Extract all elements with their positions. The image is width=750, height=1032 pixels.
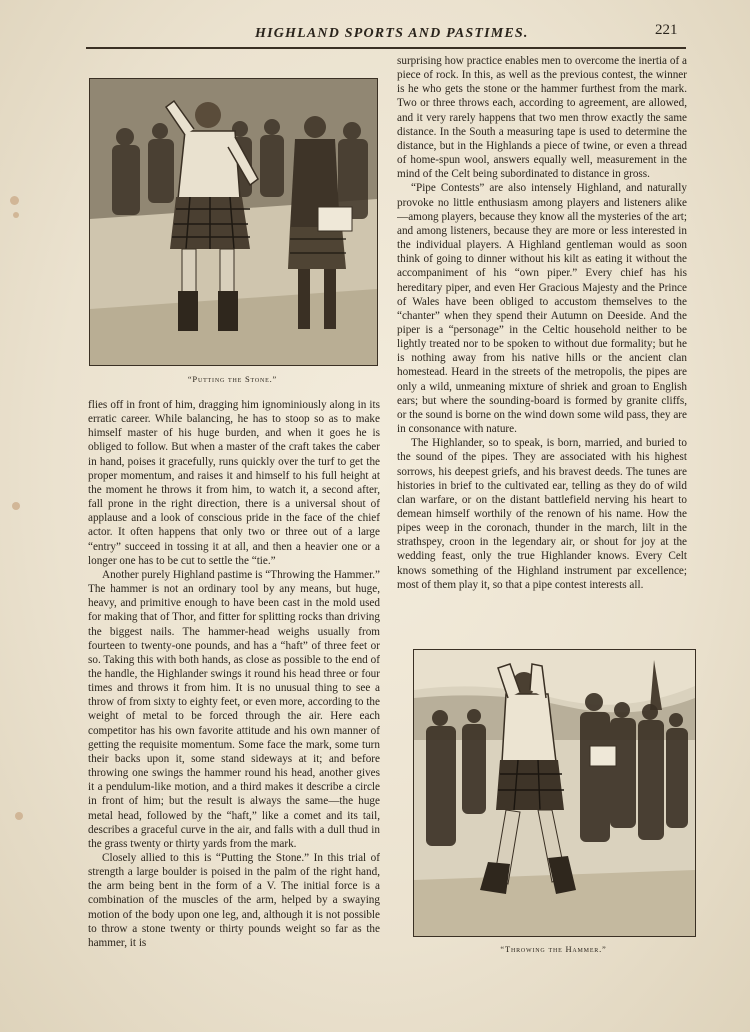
- foxing-stain: [13, 212, 19, 218]
- paragraph: The Highlander, so to speak, is born, married, and buried to the sound of the pipes. They are associated with his highest sorrows, his deepest griefs, and his bravest deeds. The tunes are histories in brief to the cultivated ear, telling as they do of wild clan warfare, or on the distant battlefield nerving his heart to demean himself worthily of the renown of his name. How the pipes weep in the coronach, thunder in the march, lilt in the strathspey, croon in the legendary air, or shout for joy at the wedding feast, only the true Highlander knows. Every Celt knows something of the Highland instrument par excellence; most of them play it, so that a pipe contest interests all.: [397, 437, 687, 591]
- foxing-stain: [15, 812, 23, 820]
- putting-stone-caption: “Putting the Stone.”: [187, 374, 278, 384]
- paragraph: Another purely Highland pastime is “Throwing the Hammer.” The hammer is not an ordinary tool by any means, but huge, heavy, and primitive enough to have been cast in the mold used for making that of Thor, and fitter for splitting rocks than driving the biggest nails. The hammer-head weighs usually from fourteen to twenty-one pounds, and has a “haft” of three feet or so. Taking this with both hands, as close as possible to the end of the handle, the Highlander swings it round his head three or four times and throws it from him. It is no unusual thing to see a throw of from sixty to eighty feet, or even more, according to the weight of metal to be forced through the air. Here each competitor has his own favorite attitude and his own manner of getting the requisite momentum. Some face the mark, some turn their backs upon it, some stand sideways at it; and before throwing one swings the hammer round his head, another gives it a pendulum-like motion, and a third makes it describe a circle in front of him; but the result is always the same—the huge metal head, followed by the “haft,” like a comet and its tail, describes a graceful curve in the air, and falls with a dull thud in the grass twenty or thirty yards from the mark.: [88, 568, 380, 850]
- paragraph: Closely allied to this is “Putting the Stone.” In this trial of strength a large boulder is poised in the palm of the right hand, the arm being bent in the form of a V. The initial force is a combination of the muscles of the arm, helped by a swaying motion of the body upon one leg, and, although it is not possible to throw a stone twenty or thirty pounds weight so far as the hammer, it is: [88, 852, 380, 949]
- header-rule: [86, 47, 686, 49]
- putting-stone-illustration: [89, 78, 378, 366]
- left-text-column: [88, 398, 380, 988]
- throwing-hammer-caption: “Throwing the Hammer.”: [500, 944, 607, 954]
- running-title: HIGHLAND SPORTS AND PASTIMES.: [255, 26, 529, 41]
- foxing-stain: [10, 196, 19, 205]
- right-text-column: [397, 54, 687, 644]
- paragraph: flies off in front of him, dragging him ignominiously along in its erratic career. While balancing, he has to stoop so as to make himself master of his huge burden, and when it goes he is obliged to follow. But when a master of the craft takes the caber in hand, poises it gracefully, runs quickly over the turf to get the proper momentum, and raises it and himself to his full height at the moment he throws it from him, to watch it, a second after, fall prone in the right direction, there is a universal shout of applause and a look of conscious pride in the face of the chief actor. It often happens that only two or three out of a large “entry” succeed in tossing it at all, and then a heavier one or a longer one has to be cut to settle the “tie.”: [88, 399, 380, 567]
- throwing-hammer-illustration: [413, 649, 696, 937]
- engraving-putting-stone: [90, 79, 377, 365]
- paragraph: surprising how practice enables men to overcome the inertia of a piece of rock. In this, as well as the previous contest, the winner is he who gets the stone or the hammer furthest from the mark. Two or three throws each, according to agreement, are allowed, and it very rarely happens that two men throw exactly the same distance. In the South a measuring tape is used to determine the distance, but in the Highlands a piece of twine, or even a thread of home-spun wool, answers equally well, measurement in the mind of the Celt being subordinated to distance in gross.: [397, 55, 687, 181]
- page-number: 221: [655, 22, 678, 38]
- engraving-throwing-hammer: [414, 650, 695, 936]
- foxing-stain: [12, 502, 20, 510]
- paragraph: “Pipe Contests” are also intensely Highland, and naturally provoke no little enthusiasm among players and listeners alike—among players, because they know all the mysteries of the art; and among listeners, because they are more or less interested in the individual players. A Highland gentleman would as soon think of going to dinner without his kilt as eating it without the accompaniment of his “own piper.” Every chief has his hereditary piper, and even Her Gracious Majesty and the Prince of Wales have been obliged to accustom themselves to the “chanter” when they spend their Autumn on Deeside. And the piper is a “personage” in the Celtic household neither to be lightly treated nor to be spoken to without due formality; but he is nothing away from his native hills or the ancient clan homestead. Heard in the streets of the metropolis, the pipes are only a wild, unmeaning mixture of shriek and groan to English ears; but where the sounding-board is formed by granite cliffs, or the sound is borne on the wind down some wild pass, they are in consonance with nature.: [397, 182, 687, 436]
- running-head: [0, 22, 750, 46]
